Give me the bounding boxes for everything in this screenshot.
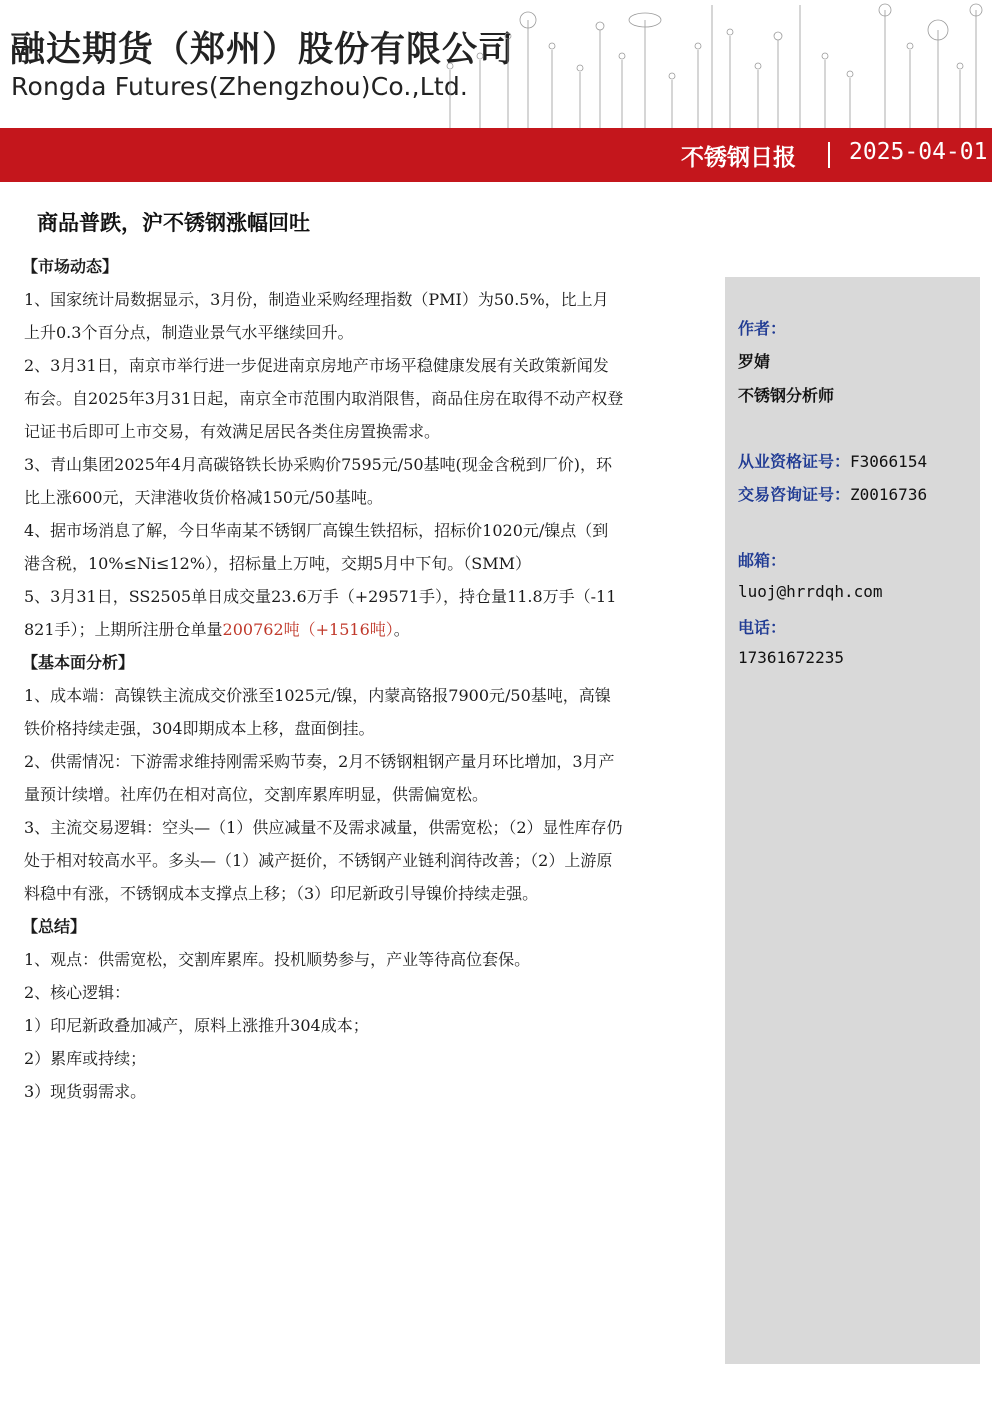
summary-item: 1、观点：供需宽松，交割库累库。投机顺势参与，产业等待高位套保。: [24, 950, 531, 969]
report-body: [24, 250, 624, 1108]
report-band: [0, 128, 992, 182]
fundamental-item: 1、成本端：高镍铁主流成交价涨至1025元/镍，内蒙高铬报7900元/50基吨，高镍铁价格持续走强，304即期成本上移，盘面倒挂。: [24, 686, 611, 738]
cert-line: [738, 449, 927, 472]
section-heading-fundamental: 【基本面分析】: [22, 653, 135, 672]
summary-item: 3）现货弱需求。: [24, 1082, 147, 1101]
market-item: 2、3月31日，南京市举行进一步促进南京房地产市场平稳健康发展有关政策新闻发布会。自2025年3月31日起，南京全市范围内取消限售，商品住房在取得不动产权登记证书后即可上市交易，有效满足居民各类住房置换需求。: [24, 356, 624, 441]
report-title: 不锈钢日报: [681, 145, 796, 171]
section-heading-summary: 【总结】: [22, 917, 87, 936]
author-title: 不锈钢分析师: [738, 386, 835, 405]
band-separator: [828, 142, 830, 168]
email-label: 邮箱：: [738, 551, 787, 570]
summary-item: 2、核心逻辑：: [24, 983, 131, 1002]
summary-item: 1）印尼新政叠加减产，原料上涨推升304成本；: [24, 1016, 369, 1035]
headline: 商品普跌，沪不锈钢涨幅回吐: [37, 211, 310, 235]
advisory-line: [738, 482, 927, 505]
company-name-en: Rongda Futures(Zhengzhou)Co.,Ltd.: [11, 72, 469, 101]
market-item: [24, 580, 624, 646]
author-name: 罗婧: [738, 352, 771, 371]
summary-item: 2）累库或持续；: [24, 1049, 147, 1068]
market-item: 4、据市场消息了解，今日华南某不锈钢厂高镍生铁招标，招标价1020元/镍点（到港含税，10%≤Ni≤12%），招标量上万吨，交期5月中下旬。（SMM）: [24, 521, 609, 573]
section-heading-market: 【市场动态】: [22, 257, 119, 276]
author-sidebar: [725, 277, 980, 1364]
phone-label: 电话：: [738, 618, 787, 637]
market-item-5-text: 5、3月31日，SS2505单日成交量23.6万手（+29571手），持仓量11.8万手（-11821手）；上期所注册仓单量: [24, 587, 617, 639]
warehouse-receipt-highlight: 200762吨（+1516吨）: [222, 620, 394, 639]
advisory-label: 交易咨询证号：: [738, 485, 851, 504]
author-label: 作者：: [738, 319, 787, 338]
header-decoration: [440, 0, 992, 128]
market-item: 1、国家统计局数据显示，3月份，制造业采购经理指数（PMI）为50.5%，比上月上升0.3个百分点，制造业景气水平继续回升。: [24, 290, 609, 342]
phone-value: 17361672235: [738, 648, 844, 667]
email-value[interactable]: luoj@hrrdqh.com: [738, 582, 883, 601]
fundamental-item: 3、主流交易逻辑：空头—（1）供应减量不及需求减量，供需宽松；（2）显性库存仍处于相对较高水平。多头—（1）减产挺价，不锈钢产业链利润待改善；（2）上游原料稳中有涨，不锈钢成本支撑点上移；（3）印尼新政引导镍价持续走强。: [24, 818, 623, 903]
company-name-cn: 融达期货（郑州）股份有限公司: [10, 30, 515, 70]
cert-label: 从业资格证号：: [738, 452, 851, 471]
advisory-value: Z0016736: [850, 485, 928, 504]
fundamental-item: 2、供需情况：下游需求维持刚需采购节奏，2月不锈钢粗钢产量月环比增加，3月产量预计续增。社库仍在相对高位，交割库累库明显，供需偏宽松。: [24, 752, 615, 804]
market-item: 3、青山集团2025年4月高碳铬铁长协采购价7595元/50基吨(现金含税到厂价)，环比上涨600元，天津港收货价格减150元/50基吨。: [24, 455, 613, 507]
cert-value: F3066154: [850, 452, 928, 471]
report-date: 2025-04-01: [849, 139, 988, 165]
market-item-5-end: 。: [393, 620, 410, 639]
